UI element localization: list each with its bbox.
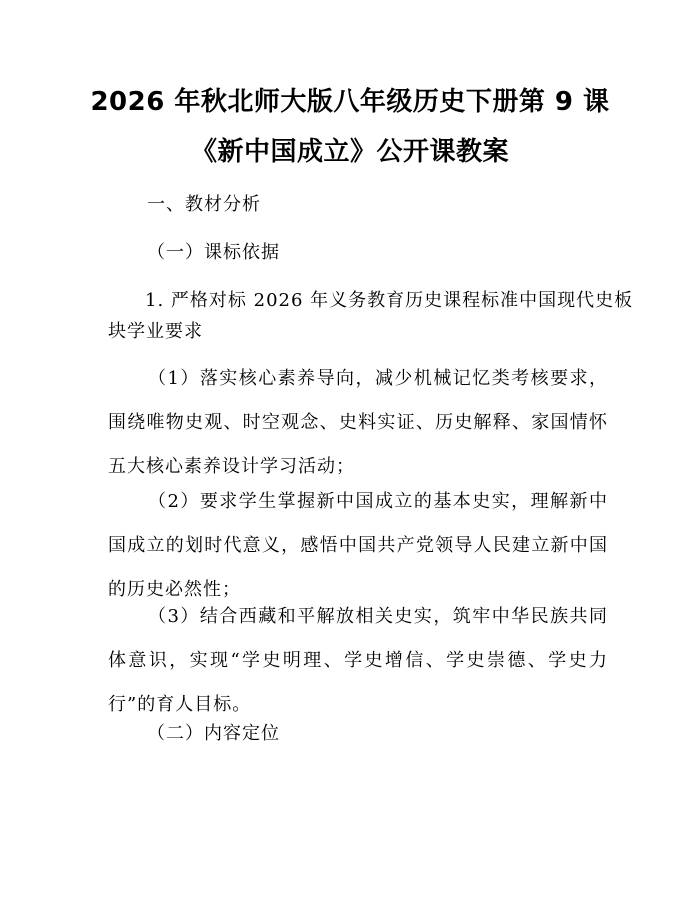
paragraph-requirement-1: （1）落实核心素养导向，减少机械记忆类考核要求，围绕唯物史观、时空观念、史料实证、历史解释、家国情怀五大核心素养设计学习活动； (108, 368, 608, 477)
paragraph-requirement-3: （3）结合西藏和平解放相关史实，筑牢中华民族共同体意识，实现“学史明理、学史增信、学史崇德、学史力行”的育人目标。 (108, 606, 608, 715)
list-item-1-line-1: 1. 严格对标 2026 年义务教育历史课程标准中国现代史板 (145, 290, 634, 311)
document-title-line-1: 2026 年秋北师大版八年级历史下册第 9 课 (90, 87, 610, 117)
paragraph-requirement-2: （2）要求学生掌握新中国成立的基本史实，理解新中国成立的划时代意义，感悟中国共产党领导人民建立新中国的历史必然性； (108, 491, 608, 600)
subsection-heading-curriculum-basis: （一）课标依据 (147, 242, 280, 263)
section-heading-textbook-analysis: 一、教材分析 (147, 194, 261, 215)
subsection-heading-content-positioning: （二）内容定位 (147, 723, 280, 744)
list-item-1-line-2: 块学业要求 (108, 321, 203, 342)
document-title-line-2: 《新中国成立》公开课教案 (190, 137, 509, 167)
